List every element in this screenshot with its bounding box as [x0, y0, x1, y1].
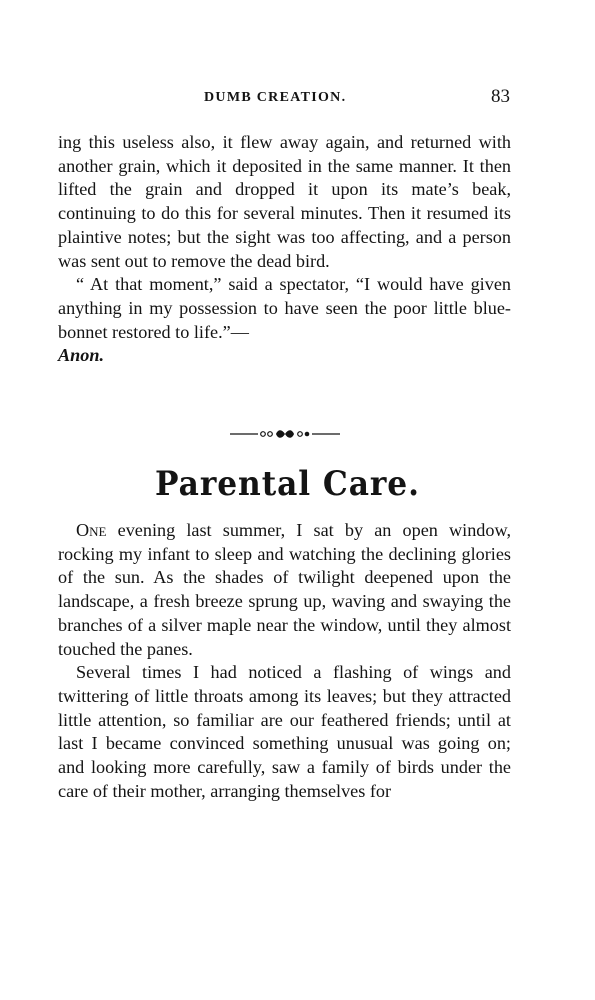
first-word: One — [76, 520, 107, 540]
page-number: 83 — [491, 86, 510, 107]
page-header — [56, 86, 516, 110]
paragraph: ing this useless also, it flew away again, and returned with another grain, which it deposited in the same manner. It then lifted the grain and dropped it upon its mate’s beak, continuing to do this for several minutes. Then it resumed its plaintive notes; but the sight was too affecting, and a person was sent out to remove the dead bird. — [58, 132, 511, 271]
section-title: Parental Care. — [155, 464, 420, 504]
paragraph — [58, 519, 511, 661]
paragraph-rest: evening last summer, I sat by an open window, rocking my infant to sleep and watching the declining glories of the sun. As the shades of twilight deepened upon the landscape, a fresh breeze sprung up, waving and swaying the branches of a silver maple near the window, until they almost touched the panes. — [58, 520, 511, 659]
section-text — [58, 519, 511, 803]
paragraph: “ At that moment,” said a spectator, “I would have given anything in my possession to have seen the poor little blue-bonnet restored to life.”— — [58, 274, 511, 342]
scroll-ornament-icon — [230, 427, 340, 441]
continuation-text — [58, 131, 511, 368]
paragraph: Several times I had noticed a flashing of wings and twittering of little throats among its leaves; but they attracted little attention, so familiar are our feathered friends; until at last I became convinced something unusual was going on; and looking more carefully, saw a family of birds under the care of their mother, arranging themselves for — [58, 662, 511, 801]
attribution: Anon. — [58, 345, 105, 366]
running-head: DUMB CREATION. — [204, 90, 347, 105]
